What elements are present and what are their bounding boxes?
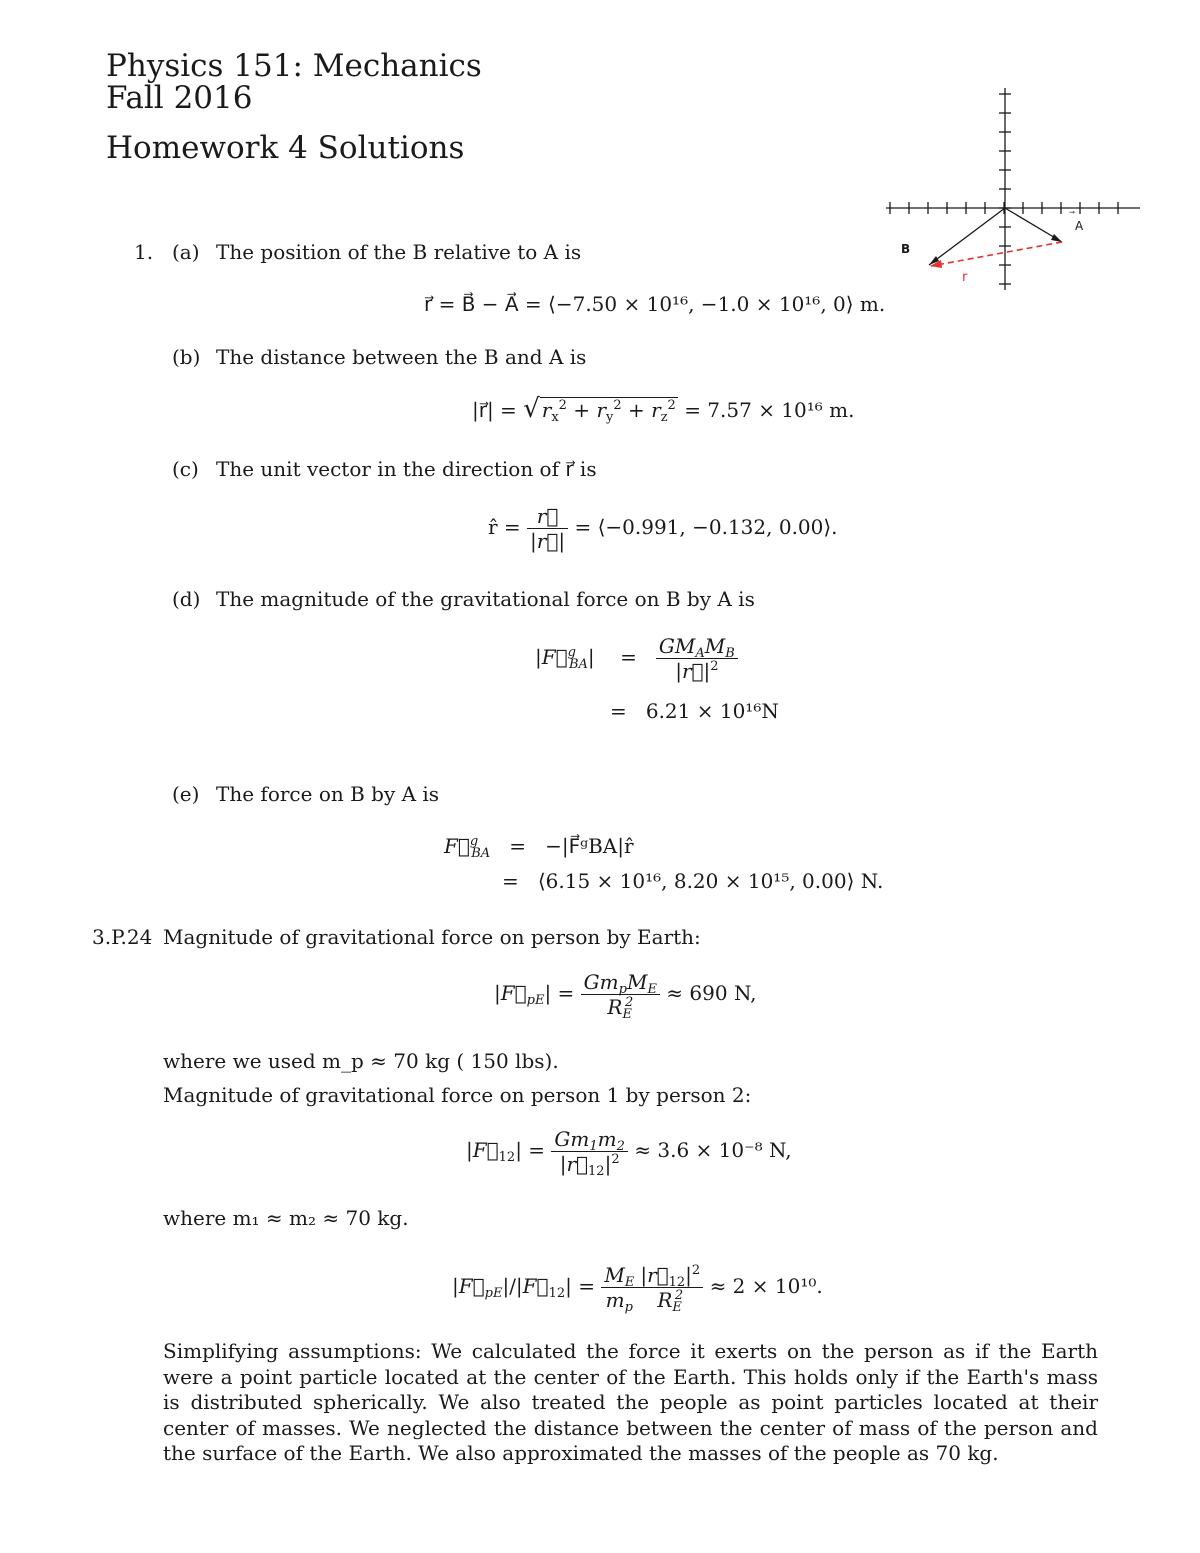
part-d-text: The magnitude of the gravitational force on B by A is — [216, 587, 755, 611]
part-e-line2: ⟨6.15 × 10¹⁶, 8.20 × 10¹⁵, 0.00⟩ N. — [537, 869, 884, 893]
part-a-text: The position of the B relative to A is — [216, 240, 582, 264]
part-e-text: The force on B by A is — [216, 782, 440, 806]
part-c-equation — [488, 504, 838, 553]
part-b-equation: |r⃗| = √ $r_x^2 + r_y^2 + r_z^2 = 7.57 \times 10^{16}$ m. — [472, 394, 855, 425]
part-d-equation-line2: = 6.21 × 10¹⁶N — [610, 699, 779, 723]
part-d-marker: (d) — [172, 587, 201, 611]
part-c-text: The unit vector in the direction of r⃗ is — [216, 457, 597, 481]
note-mass-person: where we used m_p ≈ 70 kg ( 150 lbs). — [163, 1049, 559, 1073]
part-e-equation-line2: = ⟨6.15 × 10¹⁶, 8.20 × 10¹⁵, 0.00⟩ N. — [502, 869, 884, 893]
problem-3p24-number: 3.P.24 — [92, 925, 153, 949]
vector-a-arrowhead — [1051, 234, 1062, 242]
part-e-marker: (e) — [172, 782, 200, 806]
part-c-lhs: r̂ = — [488, 515, 521, 539]
part-e-line1: −|F⃗ᵍBA|r̂ — [545, 834, 634, 858]
part-c-fraction: $\frac{r⃗}{|r⃗|}$ — [527, 504, 568, 553]
label-a: A — [1075, 219, 1084, 233]
part-e-equation-line1: F⃗$^g_{BA}$ = −|F⃗ᵍBA|r̂ — [444, 834, 634, 861]
problem-3p24-intro2: Magnitude of gravitational force on person 1 by person 2: — [163, 1083, 752, 1107]
course-title: Physics 151: Mechanics — [106, 48, 482, 84]
part-a-equation: r⃗ = B⃗ − A⃗ = ⟨−7.50 × 10¹⁶, −1.0 × 10¹⁶, 0⟩ m. — [424, 292, 886, 316]
label-b: B — [901, 242, 911, 256]
label-r: r — [962, 270, 968, 285]
eq-person-person-result: ≈ 3.6 × 10⁻⁸ N, — [634, 1138, 792, 1162]
axes — [886, 88, 1140, 290]
vector-r-line — [931, 242, 1062, 266]
part-a-marker: (a) — [172, 240, 200, 264]
vector-b-line — [929, 208, 1005, 265]
vector-diagram — [880, 80, 1150, 300]
eq-ratio-result: ≈ 2 × 10¹⁰. — [709, 1274, 823, 1298]
page-title: Homework 4 Solutions — [106, 130, 465, 166]
eq-ratio: $|F⃗_{pE}|/|F⃗_{12}|$ = $\frac{M_E}{m_p}$ $\frac{|r⃗_{12}|^2}{R_E^2}$ ≈ 2 × 10¹⁰. — [452, 1263, 823, 1315]
svg-text:⃗ — [1069, 211, 1075, 214]
part-c-marker: (c) — [172, 457, 199, 481]
part-b-rhs: = 7.57 × 10¹⁶ m. — [684, 398, 855, 422]
part-c-rhs: = ⟨−0.991, −0.132, 0.00⟩. — [574, 515, 838, 539]
eq-person-earth: $|F⃗_{pE}|$ = $\frac{Gm_pM_E}{R_E^2}$ ≈ 690 N, — [494, 970, 757, 1022]
eq-person-person: $|F⃗_{12}|$ = $\frac{Gm_1m_2}{|r⃗_{12}|^2}$ ≈ 3.6 × 10⁻⁸ N, — [466, 1127, 792, 1179]
note-masses: where m₁ ≈ m₂ ≈ 70 kg. — [163, 1206, 409, 1230]
problem-1-number: 1. — [134, 240, 154, 264]
assumptions-paragraph: Simplifying assumptions: We calculated the force it exerts on the person as if the Earth were a point particle located at the center of the Earth. This holds only if the Earth's mass is distributed spherically. We also treated the people as point particles located at their center of masses. We neglected the distance between the center of mass of the person and the surface of the Earth. We also approximated the masses of the people as 70 kg. — [163, 1339, 1098, 1465]
part-d-result: 6.21 × 10¹⁶N — [645, 699, 779, 723]
part-d-equation-line1: |F⃗$^g_{BA}$| = $\frac{GM_AM_B}{|r⃗|^2}$ — [535, 634, 738, 683]
eq-person-earth-result: ≈ 690 N, — [666, 981, 757, 1005]
part-b-lhs: |r⃗| = — [472, 398, 517, 422]
part-b-text: The distance between the B and A is — [216, 345, 587, 369]
part-b-marker: (b) — [172, 345, 201, 369]
course-term: Fall 2016 — [106, 80, 253, 116]
problem-3p24-intro: Magnitude of gravitational force on person by Earth: — [163, 925, 701, 949]
